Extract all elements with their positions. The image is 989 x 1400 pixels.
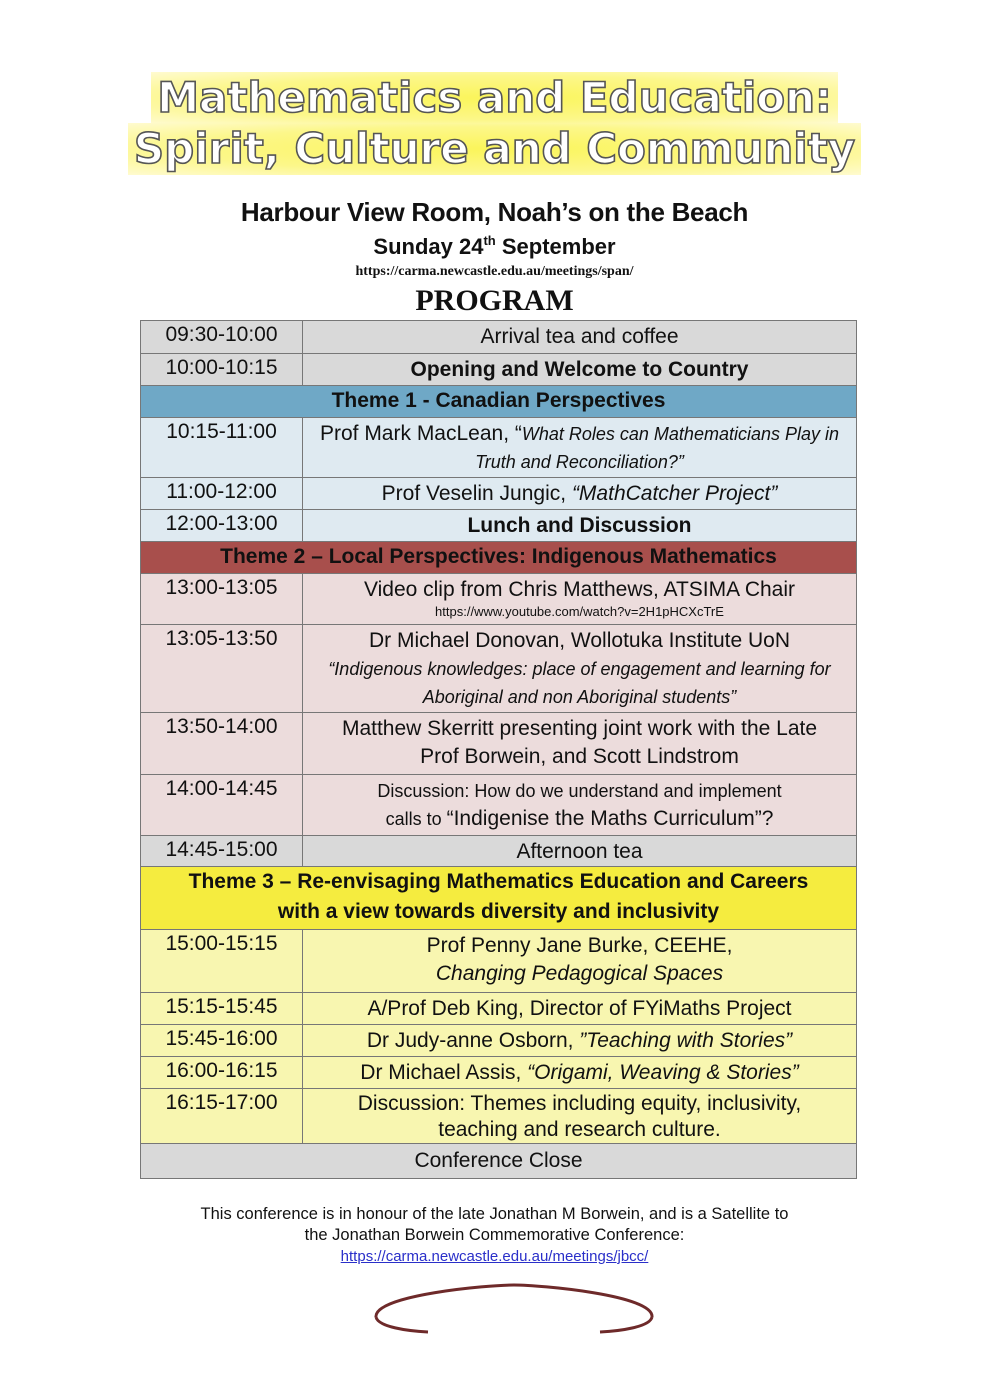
date-month: September [495,234,616,259]
session-cell: Afternoon tea [303,836,857,867]
time-cell: 10:00-10:15 [141,354,303,386]
footer-line-1: This conference is in honour of the late Jonathan M Borwein, and is a Satellite to [200,1205,789,1223]
theme-1-header: Theme 1 - Canadian Perspectives [141,386,857,418]
talk-title: “MathCatcher Project” [571,482,778,505]
event-date [0,234,989,260]
conference-close: Conference Close [141,1144,857,1179]
schedule-row [141,510,857,542]
schedule-row [141,836,857,867]
banner-line-1-wrap [0,72,989,124]
venue-heading: Harbour View Room, Noah’s on the Beach [240,197,749,227]
talk-title: “Origami, Weaving & Stories” [527,1061,799,1084]
time-cell: 13:00-13:05 [141,574,303,625]
time-cell: 13:50-14:00 [141,713,303,775]
theme-header-row [141,542,857,574]
session-cell: Lunch and Discussion [303,510,857,542]
schedule-row [141,1057,857,1089]
schedule-row [141,625,857,713]
theme-2-header: Theme 2 – Local Perspectives: Indigenous Mathematics [141,542,857,574]
session-cell [303,1025,857,1057]
speaker: Dr Judy-anne Osborn, [366,1029,580,1052]
speaker: Dr Michael Donovan, Wollotuka Institute UoN [369,629,790,652]
schedule-row [141,713,857,775]
time-cell: 10:15-11:00 [141,418,303,478]
session-text: Discussion: How do we understand and implement [377,781,782,801]
time-cell: 16:00-16:15 [141,1057,303,1089]
theme-header-row [141,386,857,418]
schedule-row [141,574,857,625]
speaker: Prof Veselin Jungic, [381,482,572,505]
schedule-row [141,1089,857,1144]
session-text: Video clip from Chris Matthews, ATSIMA Chair [363,578,796,601]
program-heading: PROGRAM [415,284,574,317]
session-cell: Matthew Skerritt presenting joint work with the Late Prof Borwein, and Scott Lindstrom [303,713,857,775]
schedule-row [141,993,857,1025]
time-cell: 16:15-17:00 [141,1089,303,1144]
session-cell [303,1057,857,1089]
session-cell: Opening and Welcome to Country [303,354,857,386]
schedule-table [140,320,857,1179]
schedule-row [141,1025,857,1057]
banner-line-2-wrap [0,123,989,175]
schedule-row [141,478,857,510]
speaker: Prof Penny Jane Burke, CEEHE, [426,934,733,957]
talk-title: ”Teaching with Stories” [579,1029,793,1052]
time-cell: 12:00-13:00 [141,510,303,542]
speaker: Prof Mark MacLean, “ [319,422,522,445]
session-cell [303,930,857,993]
time-cell: 13:05-13:50 [141,625,303,713]
talk-title: “Indigenous knowledges: place of engagement and learning for Aboriginal and non Aboriginal students” [328,659,831,707]
session-cell: Arrival tea and coffee [303,321,857,354]
date-ordinal: th [483,233,496,248]
time-cell: 14:45-15:00 [141,836,303,867]
jbcc-link[interactable]: https://carma.newcastle.edu.au/meetings/jbcc/ [340,1248,649,1265]
time-cell: 11:00-12:00 [141,478,303,510]
carma-logo [368,1281,660,1337]
footer-note [0,1204,989,1267]
schedule-row [141,321,857,354]
footer-line-2: the Jonathan Borwein Commemorative Conference: [304,1226,685,1244]
session-text-2: calls to [385,809,447,829]
time-cell: 15:00-15:15 [141,930,303,993]
carma-logo-ellipse-icon [368,1281,660,1337]
closing-row [141,1144,857,1179]
time-cell: 14:00-14:45 [141,775,303,836]
session-cell: Discussion: Themes including equity, inclusivity, teaching and research culture. [303,1089,857,1144]
session-cell [303,574,857,625]
session-cell [303,478,857,510]
theme-header-row [141,867,857,930]
session-quote: “Indigenise the Maths Curriculum”? [446,807,774,830]
session-cell [303,625,857,713]
schedule-row [141,775,857,836]
theme-3-header: Theme 3 – Re-envisaging Mathematics Education and Careers with a view towards diversity and inclusivity [141,867,857,930]
schedule-row [141,418,857,478]
schedule-row [141,930,857,993]
time-cell: 15:45-16:00 [141,1025,303,1057]
session-cell: A/Prof Deb King, Director of FYiMaths Project [303,993,857,1025]
event-url[interactable]: https://carma.newcastle.edu.au/meetings/span/ [355,264,634,279]
talk-title: What Roles can Mathematicians Play in Truth and Reconciliation?” [475,424,840,472]
schedule-row [141,354,857,386]
video-link[interactable]: https://www.youtube.com/watch?v=2H1pHCXcTrE [435,604,724,619]
speaker: Dr Michael Assis, [360,1061,528,1084]
date-prefix: Sunday 24 [373,234,484,259]
session-cell [303,418,857,478]
talk-title: Changing Pedagogical Spaces [435,962,724,985]
time-cell: 09:30-10:00 [141,321,303,354]
session-cell [303,775,857,836]
banner-title-line-2: Spirit, Culture and Community [128,123,861,175]
banner-title-line-1: Mathematics and Education: [151,72,838,124]
time-cell: 15:15-15:45 [141,993,303,1025]
